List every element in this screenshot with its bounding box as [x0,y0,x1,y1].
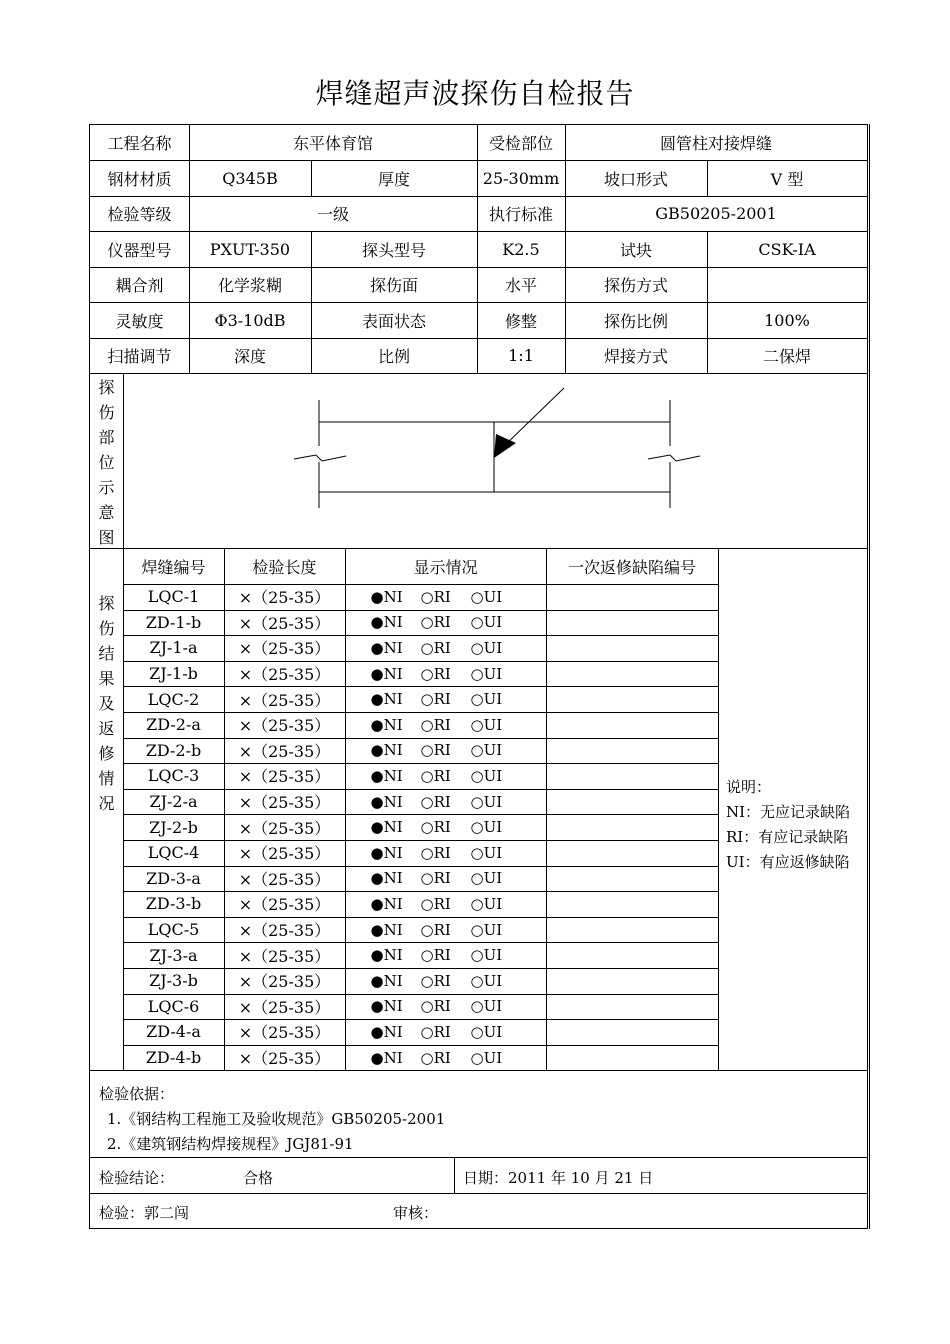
repair-defect-id [546,1045,718,1071]
display-status [345,814,546,840]
repair-defect-id [546,917,718,943]
display-status [345,840,546,866]
status-ri: ○RI [420,971,451,990]
status-ui: ○UI [470,613,503,632]
inspected-length: ×（25-35） [238,613,331,633]
status-ri: ○RI [420,1048,451,1067]
inspected-length: ×（25-35） [238,946,331,966]
right-break-line [648,455,700,461]
status-ni: ●NI [370,818,403,837]
status-ui: ○UI [470,997,503,1016]
inspector-signature: 检验：郭二闯 [99,1204,190,1222]
inspected-length: ×（25-35） [238,972,331,992]
status-ni: ●NI [370,664,403,683]
repair-defect-id [546,840,718,866]
status-ui: ○UI [470,1048,503,1067]
inspected-length: ×（25-35） [238,895,331,915]
leader-line [504,388,564,446]
legend-ui: UI：有应返修缺陷 [726,853,850,871]
info-row-6-value2: 修整 [504,311,537,331]
weld-id: ZD-3-b [145,894,202,914]
status-ri: ○RI [420,946,451,965]
info-row-7-value2: 1:1 [508,346,534,365]
inspected-length: ×（25-35） [238,1049,331,1069]
status-ui: ○UI [470,766,503,785]
display-status [345,891,546,917]
info-row-4-value: PXUT-350 [209,239,291,259]
info-row-4-value2: K2.5 [502,239,540,259]
status-ni: ●NI [370,638,403,657]
status-ri: ○RI [420,587,451,606]
grid-line [90,1193,867,1194]
display-status [345,942,546,968]
info-row-5-label: 耦合剂 [115,276,164,295]
grid-line [90,373,867,374]
info-row-2-value3: V 型 [770,169,804,189]
info-row-5-label3: 探伤方式 [603,276,668,295]
report-form [89,124,868,1229]
weld-id: ZJ-1-b [149,664,198,684]
status-ri: ○RI [420,1022,451,1041]
info-row-6-value: Φ3-10dB [214,310,286,330]
status-ui: ○UI [470,818,503,837]
status-ri: ○RI [420,843,451,862]
display-status [345,712,546,738]
repair-defect-id [546,610,718,636]
info-row-5-label2: 探伤面 [369,276,418,295]
legend-title: 说明： [726,778,772,796]
status-ni: ●NI [370,920,403,939]
weld-id: ZD-2-a [146,715,201,735]
inspected-length: ×（25-35） [238,793,331,813]
repair-defect-id [546,789,718,815]
status-ri: ○RI [420,690,451,709]
inspected-length: ×（25-35） [238,818,331,838]
repair-defect-id [546,712,718,738]
repair-defect-id [546,968,718,994]
weld-id: ZJ-3-b [149,971,198,991]
grid-line [454,1157,455,1193]
display-status [345,610,546,636]
inspected-length: ×（25-35） [238,869,331,889]
status-ui: ○UI [470,741,503,760]
status-ni: ●NI [370,894,403,913]
weld-id: LQC-5 [147,920,200,940]
inspected-length: ×（25-35） [238,921,331,941]
weld-id: ZD-4-b [145,1048,202,1068]
status-ri: ○RI [420,818,451,837]
display-status [345,686,546,712]
info-row-6-label3: 探伤比例 [603,311,668,331]
inspected-length: ×（25-35） [238,844,331,864]
basis-heading: 检验依据： [99,1085,175,1103]
status-ui: ○UI [470,587,503,606]
legend-ri: RI：有应记录缺陷 [726,828,849,846]
info-row-4-label3: 试块 [619,240,652,260]
status-ri: ○RI [420,869,451,888]
info-row-5-value3 [707,267,867,302]
report-title: 焊缝超声波探伤自检报告 [315,77,635,110]
status-ui: ○UI [470,971,503,990]
info-row-2-label: 钢材材质 [107,169,172,189]
status-ri: ○RI [420,997,451,1016]
info-row-5-value: 化学浆糊 [217,276,282,295]
status-ri: ○RI [420,715,451,734]
status-ni: ●NI [370,1048,403,1067]
status-ui: ○UI [470,690,503,709]
repair-defect-id [546,891,718,917]
inspected-length: ×（25-35） [238,1023,331,1043]
status-ui: ○UI [470,715,503,734]
status-ri: ○RI [420,920,451,939]
repair-defect-id [546,738,718,764]
conclusion-value: 合格 [243,1169,274,1187]
results-header-0: 焊缝编号 [141,557,206,577]
weld-id: ZJ-1-a [149,638,198,658]
status-ni: ●NI [370,971,403,990]
left-break-line [294,455,346,461]
results-header-3: 一次返修缺陷编号 [567,557,696,577]
status-ni: ●NI [370,690,403,709]
repair-defect-id [546,866,718,892]
info-row-6-value3: 100% [764,310,810,330]
repair-defect-id [546,763,718,789]
repair-defect-id [546,942,718,968]
info-row-6-label2: 表面状态 [361,311,426,331]
display-status [345,635,546,661]
weld-id: ZJ-3-a [149,945,198,965]
report-date: 日期：2011 年 10 月 21 日 [463,1169,654,1187]
info-row-2-value: Q345B [222,168,278,188]
display-status [345,1019,546,1045]
display-status [345,1045,546,1071]
basis-item-2: 2.《建筑钢结构焊接规程》JGJ81-91 [107,1135,354,1153]
status-ui: ○UI [470,894,503,913]
repair-defect-id [546,635,718,661]
repair-defect-id [546,584,718,610]
info-row-4-value3: CSK-IA [758,239,816,259]
status-ni: ●NI [370,715,403,734]
display-status [345,789,546,815]
status-ni: ●NI [370,869,403,888]
info-row-4-label2: 探头型号 [361,240,426,260]
status-ri: ○RI [420,613,451,632]
status-ni: ●NI [370,792,403,811]
weld-id: LQC-3 [147,766,200,786]
info-row-2-label3: 坡口形式 [603,169,668,189]
weld-id: LQC-2 [147,689,200,709]
status-ui: ○UI [470,792,503,811]
results-header-1: 检验长度 [252,557,317,577]
info-row-3-value: 一级 [316,205,349,224]
info-row-7-value3: 二保焊 [762,347,811,366]
status-ui: ○UI [470,1022,503,1041]
repair-defect-id [546,661,718,687]
results-label: 探 伤 结 果 及 返 修 情 况 [98,594,115,813]
status-ni: ●NI [370,766,403,785]
status-ui: ○UI [470,843,503,862]
info-row-1-label2: 受检部位 [488,134,553,153]
legend-box [726,775,850,875]
info-row-1-value2: 圆管柱对接焊缝 [659,134,772,153]
basis-item-1: 1.《钢结构工程施工及验收规范》GB50205-2001 [107,1110,446,1128]
display-status [345,994,546,1020]
repair-defect-id [546,1019,718,1045]
info-row-7-label2: 比例 [377,347,410,366]
inspected-length: ×（25-35） [238,767,331,787]
conclusion-label: 检验结论： [99,1169,175,1187]
grid-line [718,548,719,1070]
info-row-6-label: 灵敏度 [115,311,164,331]
info-row-1-value: 东平体育馆 [292,134,373,153]
status-ni: ●NI [370,587,403,606]
inspected-length: ×（25-35） [238,741,331,761]
repair-defect-id [546,814,718,840]
inspected-length: ×（25-35） [238,639,331,659]
status-ri: ○RI [420,741,451,760]
display-status [345,866,546,892]
weld-id: ZJ-2-b [149,817,198,837]
status-ni: ●NI [370,997,403,1016]
repair-defect-id [546,994,718,1020]
status-ri: ○RI [420,766,451,785]
inspected-length: ×（25-35） [238,588,331,608]
info-row-1-label: 工程名称 [107,134,172,153]
status-ni: ●NI [370,1022,403,1041]
status-ri: ○RI [420,894,451,913]
repair-defect-id [546,686,718,712]
status-ui: ○UI [470,638,503,657]
weld-id: ZD-1-b [145,612,202,632]
weld-id: ZD-3-a [146,868,201,888]
status-ui: ○UI [470,920,503,939]
legend-ni: NI：无应记录缺陷 [726,803,851,821]
reviewer-signature: 审核： [393,1204,439,1222]
info-row-7-label: 扫描调节 [107,347,172,366]
status-ri: ○RI [420,638,451,657]
display-status [345,661,546,687]
weld-id: ZJ-2-a [149,792,198,812]
display-status [345,968,546,994]
info-row-2-label2: 厚度 [377,169,410,189]
status-ni: ●NI [370,741,403,760]
weld-id: LQC-4 [147,843,200,863]
info-row-3-value2: GB50205-2001 [655,204,777,223]
status-ri: ○RI [420,792,451,811]
info-row-7-value: 深度 [233,347,266,366]
weld-id: ZD-2-b [145,740,202,760]
grid-line [90,1157,867,1158]
info-row-3-label: 检验等级 [107,205,172,224]
display-status [345,584,546,610]
info-row-2-value2: 25-30mm [482,168,560,188]
diagram-label: 探 伤 部 位 示 意 图 [98,378,115,547]
inspected-length: ×（25-35） [238,665,331,685]
inspected-length: ×（25-35） [238,690,331,710]
grid-line [90,1070,867,1071]
info-row-7-label3: 焊接方式 [603,347,668,366]
grid-line [123,373,124,548]
weld-id: LQC-6 [147,996,200,1016]
info-row-3-label2: 执行标准 [488,205,553,224]
results-header-2: 显示情况 [413,557,478,577]
status-ui: ○UI [470,869,503,888]
weld-diagram [124,374,866,548]
info-row-5-value2: 水平 [504,276,537,295]
status-ui: ○UI [470,664,503,683]
status-ri: ○RI [420,664,451,683]
inspected-length: ×（25-35） [238,997,331,1017]
display-status [345,738,546,764]
weld-id: LQC-1 [147,587,200,607]
info-row-4-label: 仪器型号 [107,240,172,260]
status-ni: ●NI [370,613,403,632]
weld-id: ZD-4-a [146,1022,201,1042]
display-status [345,763,546,789]
status-ni: ●NI [370,843,403,862]
status-ni: ●NI [370,946,403,965]
status-ui: ○UI [470,946,503,965]
inspected-length: ×（25-35） [238,716,331,736]
display-status [345,917,546,943]
